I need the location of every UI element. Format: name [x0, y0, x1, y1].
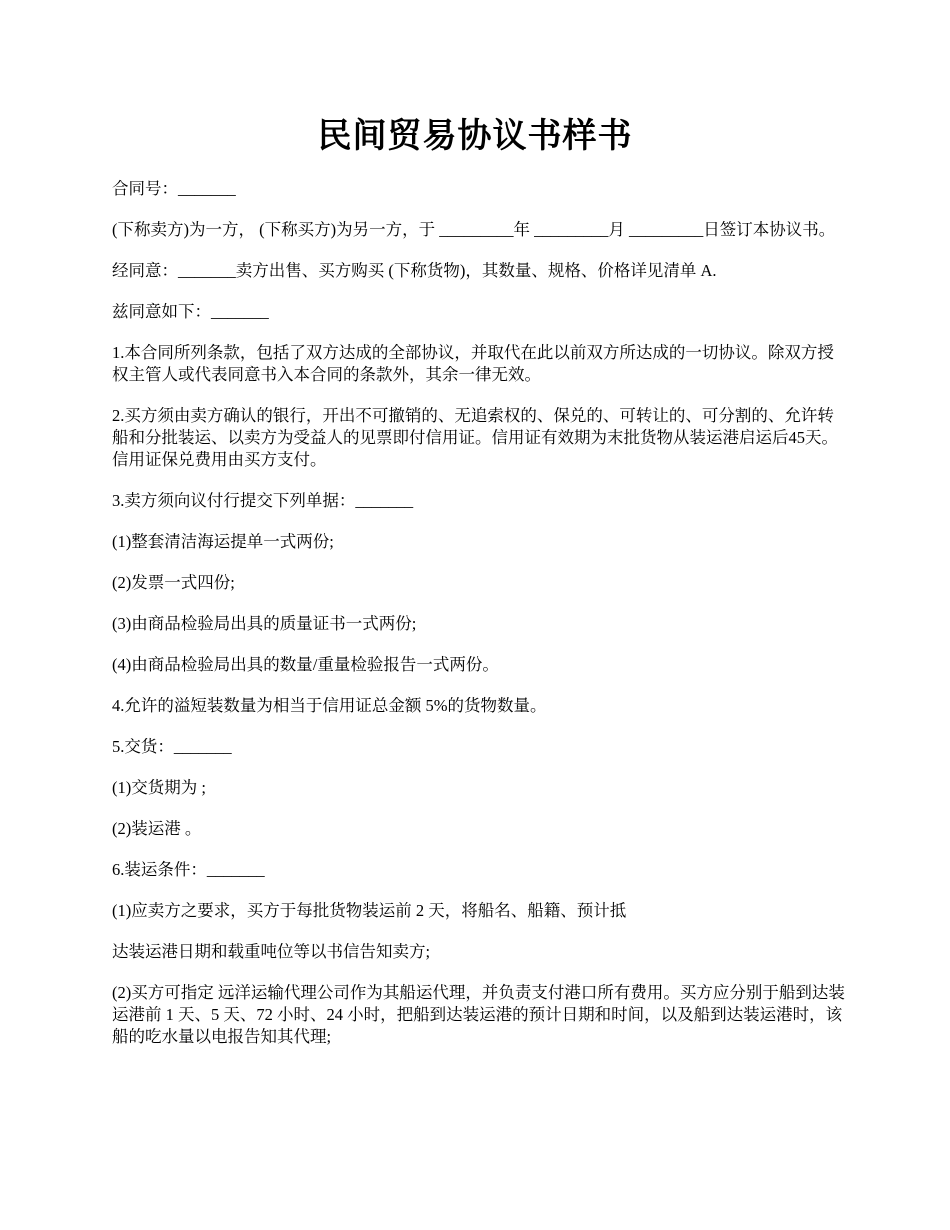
clause-5-item-2: (2)装运港 。	[112, 819, 202, 838]
agreement-paragraph: 经同意：_______卖方出售、买方购买 (下称货物)，其数量、规格、价格详见清单 A.	[112, 261, 717, 280]
clause-3: 3.卖方须向议付行提交下列单据：_______	[112, 491, 414, 510]
clause-6: 6.装运条件：_______	[112, 860, 265, 879]
clause-5-item-1: (1)交货期为 ;	[112, 778, 206, 797]
clause-1: 1.本合同所列条款，包括了双方达成的全部协议，并取代在此以前双方所达成的一切协议。除双方授权主管人或代表同意书入本合同的条款外，其余一律无效。	[112, 343, 834, 384]
clause-3-item-3: (3)由商品检验局出具的质量证书一式两份;	[112, 614, 417, 633]
clause-6-item-2: (2)买方可指定 远洋运输代理公司作为其船运代理，并负责支付港口所有费用。买方应分别于船到达装运港前 1 天、5 天、72 小时、24 小时，把船到达装运港的预计日期和时间，以及船到达装运港时，该船的吃水量以电报告知其代理;	[112, 983, 845, 1046]
contract-number: 合同号：_______	[112, 179, 236, 198]
clause-6-item-1: (1)应卖方之要求，买方于每批货物装运前 2 天，将船名、船籍、预计抵	[112, 901, 627, 920]
clause-2: 2.买方须由卖方确认的银行，开出不可撤销的、无追索权的、保兑的、可转让的、可分割的、允许转船和分批装运、以卖方为受益人的见票即付信用证。信用证有效期为末批货物从装运港启运后45天。信用证保兑费用由买方支付。	[112, 406, 838, 469]
document-title: 民间贸易协议书样书	[317, 116, 633, 156]
clause-3-item-4: (4)由商品检验局出具的数量/重量检验报告一式两份。	[112, 655, 499, 674]
clause-3-item-2: (2)发票一式四份;	[112, 573, 235, 592]
parties-paragraph: (下称卖方)为一方， (下称买方)为另一方，于 _________年 _________月 _________日签订本协议书。	[112, 220, 836, 239]
clause-3-item-1: (1)整套清洁海运提单一式两份;	[112, 532, 334, 551]
clause-4: 4.允许的溢短装数量为相当于信用证总金额 5%的货物数量。	[112, 696, 547, 715]
document-body	[112, 178, 847, 1067]
terms-intro: 兹同意如下：_______	[112, 302, 269, 321]
clause-5: 5.交货：_______	[112, 737, 232, 756]
clause-6-item-1-cont: 达装运港日期和载重吨位等以书信告知卖方;	[112, 942, 431, 961]
